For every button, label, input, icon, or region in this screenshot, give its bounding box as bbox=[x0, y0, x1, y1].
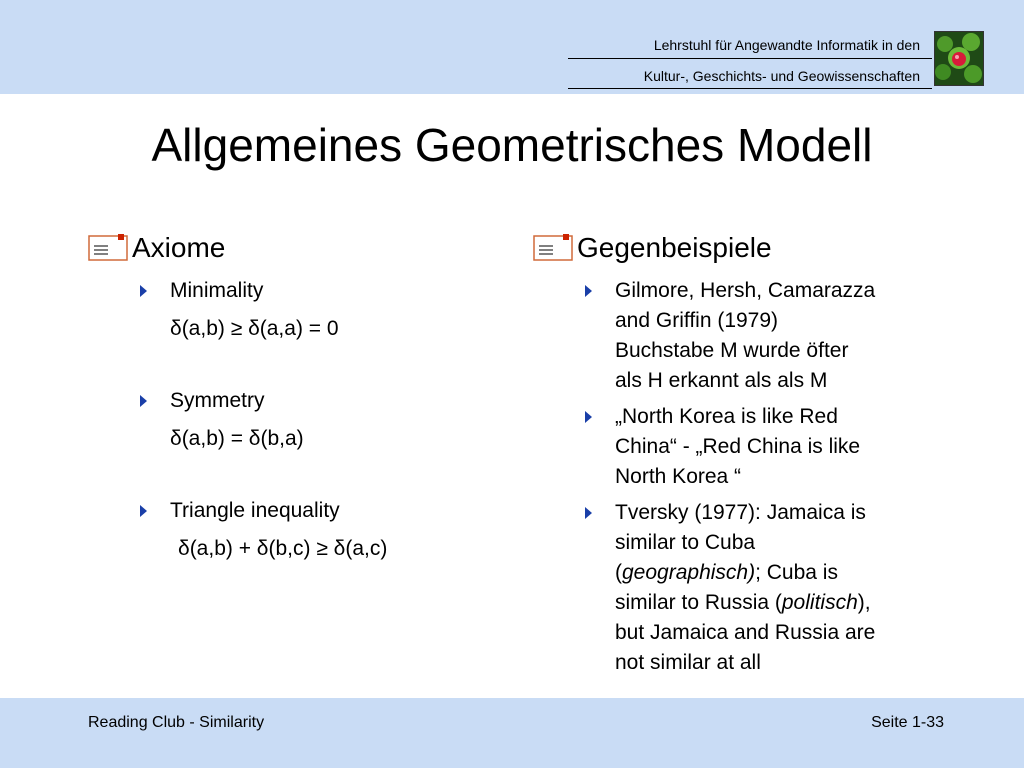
axiom-formula-minimality: δ(a,b) ≥ δ(a,a) = 0 bbox=[170, 317, 339, 340]
chair-name-line1: Lehrstuhl für Angewandte Informatik in den bbox=[653, 37, 920, 53]
text-line: „North Korea is like Red bbox=[615, 405, 838, 428]
page-number: Seite 1-33 bbox=[871, 714, 944, 731]
gegenbeispiele-column bbox=[533, 228, 953, 678]
text-line bbox=[615, 558, 953, 588]
footer-band bbox=[0, 698, 1024, 768]
text-line bbox=[615, 588, 953, 618]
axiom-formula-triangle: δ(a,b) + δ(b,c) ≥ δ(a,c) bbox=[178, 537, 388, 560]
arrow-bullet-icon bbox=[585, 507, 592, 519]
axiom-item-symmetry bbox=[88, 386, 508, 416]
counterexample-gilmore bbox=[533, 276, 953, 396]
gegenbeispiele-heading-row bbox=[533, 228, 953, 268]
text-line: not similar at all bbox=[615, 651, 761, 674]
text-line: and Griffin (1979) bbox=[615, 309, 779, 332]
axiome-heading: Axiome bbox=[132, 232, 226, 263]
text-run: ( bbox=[615, 561, 622, 584]
counterexample-korea bbox=[533, 402, 953, 492]
text-line: but Jamaica and Russia are bbox=[615, 621, 876, 644]
axiom-item-minimality bbox=[88, 276, 508, 306]
axiom-item-triangle bbox=[88, 496, 508, 526]
italic-text: politisch bbox=[781, 591, 858, 614]
arrow-bullet-icon bbox=[140, 505, 147, 517]
text-run: ), bbox=[857, 591, 871, 614]
header-rule-bottom bbox=[568, 88, 932, 89]
text-line: als H erkannt als als M bbox=[615, 369, 828, 392]
counterexample-tversky bbox=[533, 498, 953, 678]
arrow-bullet-icon bbox=[585, 411, 592, 423]
axiom-formula-symmetry: δ(a,b) = δ(b,a) bbox=[170, 427, 304, 450]
text-line: China“ - „Red China is like bbox=[615, 435, 861, 458]
chair-name-line2: Kultur-, Geschichts- und Geowissenschaften bbox=[643, 68, 920, 84]
axiome-column bbox=[88, 228, 508, 564]
outline-entry-icon bbox=[88, 233, 130, 263]
axiome-heading-row bbox=[88, 228, 508, 268]
header-rule-top bbox=[568, 58, 932, 59]
chair-logo-icon bbox=[934, 31, 984, 86]
text-line: Tversky (1977): Jamaica is bbox=[615, 501, 866, 524]
text-line: Buchstabe M wurde öfter bbox=[615, 339, 849, 362]
text-line: similar to Cuba bbox=[615, 531, 756, 554]
text-line: Gilmore, Hersh, Camarazza bbox=[615, 279, 876, 302]
axiom-label: Symmetry bbox=[170, 389, 265, 412]
italic-text: geographisch) bbox=[622, 561, 756, 584]
axiom-label: Triangle inequality bbox=[170, 499, 340, 522]
slide-title: Allgemeines Geometrisches Modell bbox=[151, 119, 873, 171]
gegenbeispiele-heading: Gegenbeispiele bbox=[577, 232, 772, 263]
outline-entry-icon bbox=[533, 233, 575, 263]
text-line: North Korea “ bbox=[615, 465, 742, 488]
text-run: similar to Russia ( bbox=[615, 591, 782, 614]
footer-title: Reading Club - Similarity bbox=[88, 714, 265, 731]
arrow-bullet-icon bbox=[140, 395, 147, 407]
arrow-bullet-icon bbox=[140, 285, 147, 297]
arrow-bullet-icon bbox=[585, 285, 592, 297]
header-band bbox=[0, 0, 1024, 94]
axiom-label: Minimality bbox=[170, 279, 264, 302]
text-run: ; Cuba is bbox=[755, 561, 838, 584]
